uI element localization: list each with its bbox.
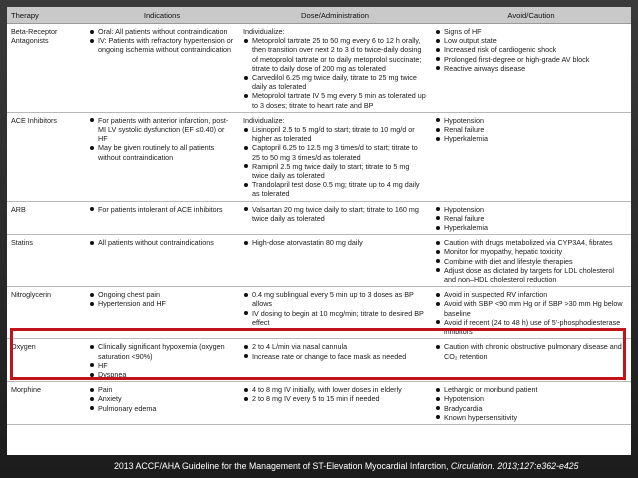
indication-item: Oral: All patients without contraindication bbox=[89, 27, 235, 36]
avoid-item: Renal failure bbox=[435, 214, 627, 223]
indication-item: All patients without contraindications bbox=[89, 238, 235, 247]
avoid-item: Hyperkalemia bbox=[435, 134, 627, 143]
citation-journal: Circulation. 2013;127:e362-e425 bbox=[450, 461, 579, 471]
avoid-list bbox=[435, 27, 627, 73]
indications-cell bbox=[85, 112, 239, 201]
indication-list bbox=[89, 342, 235, 379]
dose-item: Valsartan 20 mg twice daily to start; titrate to 160 mg twice daily as tolerated bbox=[243, 205, 427, 223]
dose-list bbox=[243, 36, 427, 110]
indication-list bbox=[89, 290, 235, 308]
dose-list bbox=[243, 290, 427, 327]
avoid-item: Reactive airways disease bbox=[435, 64, 627, 73]
indication-list bbox=[89, 27, 235, 55]
dose-item: 2 to 4 L/min via nasal cannula bbox=[243, 342, 427, 351]
avoid-cell bbox=[431, 24, 631, 113]
dose-list bbox=[243, 125, 427, 199]
avoid-list bbox=[435, 116, 627, 144]
indication-item: Pulmonary edema bbox=[89, 404, 235, 413]
avoid-list bbox=[435, 342, 627, 360]
dose-item: Lisinopril 2.5 to 5 mg/d to start; titrate to 10 mg/d or higher as tolerated bbox=[243, 125, 427, 143]
avoid-item: Hypotension bbox=[435, 394, 627, 403]
dose-cell bbox=[239, 235, 431, 287]
avoid-item: Prolonged first-degree or high-grade AV block bbox=[435, 55, 627, 64]
table-row bbox=[7, 382, 631, 425]
avoid-item: Monitor for myopathy, hepatic toxicity bbox=[435, 247, 627, 256]
table-row bbox=[7, 201, 631, 235]
avoid-cell bbox=[431, 287, 631, 339]
dose-item: Increase rate or change to face mask as needed bbox=[243, 352, 427, 361]
indication-list bbox=[89, 116, 235, 162]
indication-item: Anxiety bbox=[89, 394, 235, 403]
indication-item: For patients intolerant of ACE inhibitors bbox=[89, 205, 235, 214]
dose-intro: Individualize: bbox=[243, 27, 285, 36]
avoid-item: Bradycardia bbox=[435, 404, 627, 413]
indication-item: Pain bbox=[89, 385, 235, 394]
avoid-item: Caution with chronic obstructive pulmonary disease and CO₂ retention bbox=[435, 342, 627, 360]
avoid-cell bbox=[431, 339, 631, 382]
dose-item: High-dose atorvastatin 80 mg daily bbox=[243, 238, 427, 247]
avoid-cell bbox=[431, 201, 631, 235]
table-row bbox=[7, 339, 631, 382]
therapy-cell: ACE Inhibitors bbox=[7, 112, 85, 201]
indication-item: Clinically significant hypoxemia (oxygen saturation <90%) bbox=[89, 342, 235, 360]
dose-list bbox=[243, 342, 427, 360]
avoid-item: Hyperkalemia bbox=[435, 223, 627, 232]
avoid-item: Low output state bbox=[435, 36, 627, 45]
avoid-cell bbox=[431, 112, 631, 201]
therapy-cell: Beta-Receptor Antagonists bbox=[7, 24, 85, 113]
therapy-cell: ARB bbox=[7, 201, 85, 235]
dose-item: 0.4 mg sublingual every 5 min up to 3 doses as BP allows bbox=[243, 290, 427, 308]
table-header-row bbox=[7, 7, 631, 24]
avoid-list bbox=[435, 238, 627, 284]
avoid-item: Hypotension bbox=[435, 205, 627, 214]
avoid-cell bbox=[431, 382, 631, 425]
citation-text: 2013 ACCF/AHA Guideline for the Management of ST-Elevation Myocardial Infarction, bbox=[114, 461, 451, 471]
table-row bbox=[7, 112, 631, 201]
avoid-cell bbox=[431, 235, 631, 287]
indications-cell bbox=[85, 235, 239, 287]
therapy-cell: Statins bbox=[7, 235, 85, 287]
dose-list bbox=[243, 238, 427, 247]
avoid-item: Adjust dose as dictated by targets for LDL cholesterol and non–HDL cholesterol reduction bbox=[435, 266, 627, 284]
dose-cell bbox=[239, 201, 431, 235]
therapy-table-panel bbox=[7, 7, 631, 455]
indications-cell bbox=[85, 201, 239, 235]
avoid-list bbox=[435, 385, 627, 422]
indication-item: Dyspnea bbox=[89, 370, 235, 379]
indication-item: Hypertension and HF bbox=[89, 299, 235, 308]
dose-intro: Individualize: bbox=[243, 115, 285, 125]
dose-list bbox=[243, 205, 427, 223]
table-row bbox=[7, 235, 631, 287]
indications-cell bbox=[85, 287, 239, 339]
dose-list bbox=[243, 385, 427, 403]
dose-item: Carvedilol 6.25 mg twice daily, titrate to 25 mg twice daily as tolerated bbox=[243, 73, 427, 91]
dose-item: Trandolapril test dose 0.5 mg; titrate up to 4 mg daily as tolerated bbox=[243, 180, 427, 198]
avoid-item: Signs of HF bbox=[435, 27, 627, 36]
therapy-cell: Morphine bbox=[7, 382, 85, 425]
avoid-item: Lethargic or moribund patient bbox=[435, 385, 627, 394]
indication-item: IV: Patients with refractory hypertension or ongoing ischemia without contraindication bbox=[89, 36, 235, 54]
avoid-item: Renal failure bbox=[435, 125, 627, 134]
table-row bbox=[7, 24, 631, 113]
header-therapy: Therapy bbox=[7, 7, 85, 24]
avoid-item: Known hypersensitivity bbox=[435, 413, 627, 422]
indication-item: HF bbox=[89, 361, 235, 370]
citation bbox=[114, 461, 579, 471]
dose-cell bbox=[239, 339, 431, 382]
avoid-item: Avoid in suspected RV infarction bbox=[435, 290, 627, 299]
avoid-list bbox=[435, 290, 627, 336]
therapy-table bbox=[7, 7, 631, 425]
header-dose: Dose/Administration bbox=[239, 7, 431, 24]
avoid-item: Avoid with SBP <90 mm Hg or if SBP >30 mm Hg below baseline bbox=[435, 299, 627, 317]
dose-item: Metoprolol tartrate IV 5 mg every 5 min as tolerated up to 3 doses; titrate to heart rate and BP bbox=[243, 91, 427, 109]
therapy-cell: Oxygen bbox=[7, 339, 85, 382]
table-row bbox=[7, 287, 631, 339]
indications-cell bbox=[85, 339, 239, 382]
dose-cell bbox=[239, 24, 431, 113]
indication-item: For patients with anterior infarction, post-MI LV systolic dysfunction (EF ≤0.40) or HF bbox=[89, 116, 235, 144]
indications-cell bbox=[85, 24, 239, 113]
dose-cell bbox=[239, 112, 431, 201]
dose-item: 2 to 8 mg IV every 5 to 15 min if needed bbox=[243, 394, 427, 403]
avoid-item: Combine with diet and lifestyle therapies bbox=[435, 257, 627, 266]
dose-item: Captopril 6.25 to 12.5 mg 3 times/d to start; titrate to 25 to 50 mg 3 times/d as tolerated bbox=[243, 143, 427, 161]
indication-item: May be given routinely to all patients without contraindication bbox=[89, 143, 235, 161]
avoid-item: Avoid if recent (24 to 48 h) use of 5'-phosphodiesterase inhibitors bbox=[435, 318, 627, 336]
header-avoid: Avoid/Caution bbox=[431, 7, 631, 24]
indications-cell bbox=[85, 382, 239, 425]
therapy-cell: Nitroglycerin bbox=[7, 287, 85, 339]
indication-list bbox=[89, 205, 235, 214]
dose-cell bbox=[239, 287, 431, 339]
dose-item: IV dosing to begin at 10 mcg/min; titrate to desired BP effect bbox=[243, 309, 427, 327]
avoid-item: Increased risk of cardiogenic shock bbox=[435, 45, 627, 54]
dose-cell bbox=[239, 382, 431, 425]
indication-list bbox=[89, 238, 235, 247]
dose-item: Metoprolol tartrate 25 to 50 mg every 6 to 12 h orally, then transition over next 2 to 3 d to twice-daily dosing of metoprolol tartrate or to daily metoprolol succinate; titrate to daily dose of 200 mg as tolerated bbox=[243, 36, 427, 73]
indication-list bbox=[89, 385, 235, 413]
avoid-item: Hypotension bbox=[435, 116, 627, 125]
indication-item: Ongoing chest pain bbox=[89, 290, 235, 299]
header-indications: Indications bbox=[85, 7, 239, 24]
avoid-list bbox=[435, 205, 627, 233]
avoid-item: Caution with drugs metabolized via CYP3A4, fibrates bbox=[435, 238, 627, 247]
dose-item: 4 to 8 mg IV initially, with lower doses in elderly bbox=[243, 385, 427, 394]
dose-item: Ramipril 2.5 mg twice daily to start; titrate to 5 mg twice daily as tolerated bbox=[243, 162, 427, 180]
